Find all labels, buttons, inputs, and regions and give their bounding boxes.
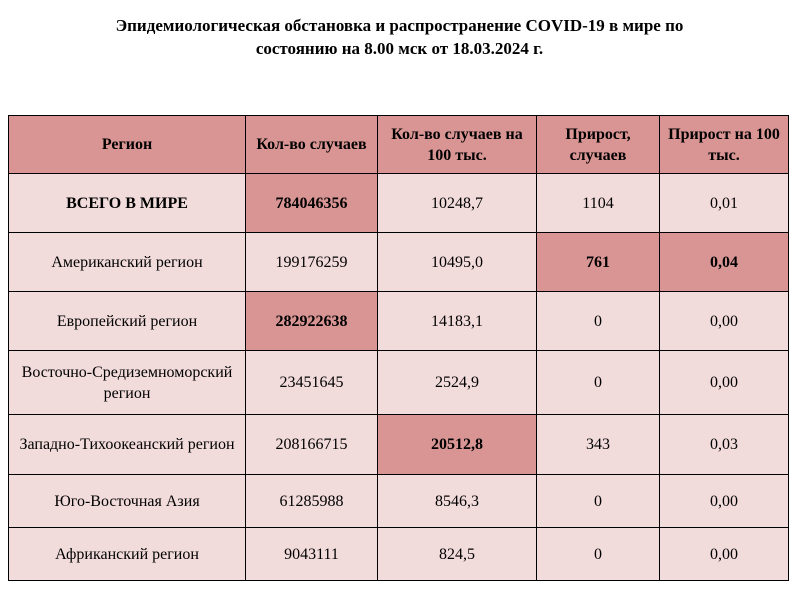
cell-cases: 61285988 bbox=[246, 475, 378, 528]
cell-region: Юго-Восточная Азия bbox=[9, 475, 246, 528]
cell-cases: 199176259 bbox=[246, 233, 378, 292]
title-line-1: Эпидемиологическая обстановка и распространение COVID-19 в мире по bbox=[115, 16, 684, 35]
header-cases-per-100k: Кол-во случаев на 100 тыс. bbox=[378, 116, 537, 174]
cell-cases-per-100k: 2524,9 bbox=[378, 351, 537, 415]
table-row-east-mediterranean bbox=[9, 351, 789, 415]
cell-growth-per-100k: 0,00 bbox=[660, 475, 789, 528]
cell-cases-per-100k: 8546,3 bbox=[378, 475, 537, 528]
cell-region: Африканский регион bbox=[9, 528, 246, 581]
cell-growth-per-100k: 0,00 bbox=[660, 351, 789, 415]
title-line-2: состоянию на 8.00 мск от 18.03.2024 г. bbox=[255, 39, 544, 58]
table-row-africa bbox=[9, 528, 789, 581]
table-row-south-east-asia bbox=[9, 475, 789, 528]
cell-cases: 9043111 bbox=[246, 528, 378, 581]
cell-growth-per-100k: 0,04 bbox=[660, 233, 789, 292]
cell-cases-per-100k: 10248,7 bbox=[378, 174, 537, 233]
table-row-europe bbox=[9, 292, 789, 351]
cell-region: Американский регион bbox=[9, 233, 246, 292]
cell-region: Восточно-Средиземноморский регион bbox=[9, 351, 246, 415]
cell-growth: 0 bbox=[537, 351, 660, 415]
cell-growth: 0 bbox=[537, 292, 660, 351]
cell-cases: 23451645 bbox=[246, 351, 378, 415]
cell-region: Европейский регион bbox=[9, 292, 246, 351]
page-title bbox=[40, 14, 759, 60]
cell-growth-per-100k: 0,03 bbox=[660, 415, 789, 475]
header-growth: Прирост, случаев bbox=[537, 116, 660, 174]
cell-region: Западно-Тихоокеанский регион bbox=[9, 415, 246, 475]
header-cases: Кол-во случаев bbox=[246, 116, 378, 174]
table-header-row bbox=[9, 116, 789, 174]
cell-cases-per-100k: 14183,1 bbox=[378, 292, 537, 351]
header-region: Регион bbox=[9, 116, 246, 174]
cell-cases: 282922638 bbox=[246, 292, 378, 351]
covid-stats-table bbox=[8, 115, 789, 581]
cell-growth: 0 bbox=[537, 475, 660, 528]
cell-cases-per-100k: 10495,0 bbox=[378, 233, 537, 292]
table-row-americas bbox=[9, 233, 789, 292]
cell-growth: 1104 bbox=[537, 174, 660, 233]
cell-cases: 784046356 bbox=[246, 174, 378, 233]
cell-cases: 208166715 bbox=[246, 415, 378, 475]
cell-growth-per-100k: 0,01 bbox=[660, 174, 789, 233]
cell-growth-per-100k: 0,00 bbox=[660, 292, 789, 351]
cell-growth: 761 bbox=[537, 233, 660, 292]
cell-growth-per-100k: 0,00 bbox=[660, 528, 789, 581]
cell-region: ВСЕГО В МИРЕ bbox=[9, 174, 246, 233]
cell-cases-per-100k: 824,5 bbox=[378, 528, 537, 581]
table-row-western-pacific bbox=[9, 415, 789, 475]
table-row-world bbox=[9, 174, 789, 233]
cell-cases-per-100k: 20512,8 bbox=[378, 415, 537, 475]
cell-growth: 343 bbox=[537, 415, 660, 475]
cell-growth: 0 bbox=[537, 528, 660, 581]
header-growth-per-100k: Прирост на 100 тыс. bbox=[660, 116, 789, 174]
